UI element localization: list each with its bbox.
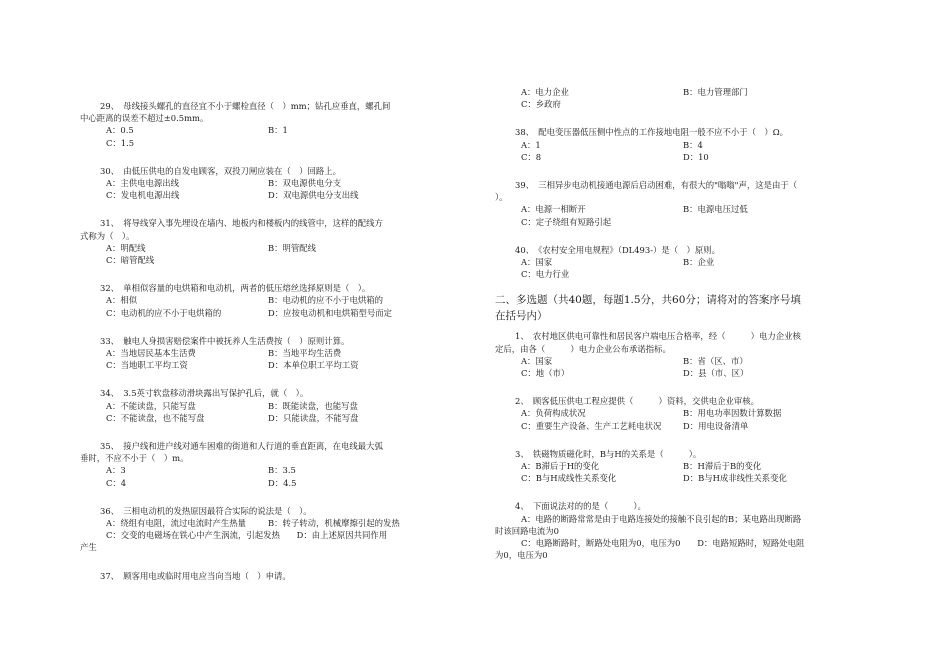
question-stem: 37、 顾客用电或临时用电应当向当地（ ）申请。 <box>100 570 291 581</box>
answer-option: C：电路断路时，断路处电阻为0，电压为0 D：电路短路时，短路处电阻 <box>521 538 805 548</box>
question-stem: 4、 下面说法对的的是（ ）。 <box>515 501 646 512</box>
answer-option: C：交变的电磁场在铁心中产生涡流，引起发热 D：由上述原因共同作用 <box>106 530 388 541</box>
answer-option: A：不能读盘，只能写盘 <box>106 400 196 411</box>
question-stem: 3、 铁磁物质磁化时，B与H的关系是（ ）。 <box>515 448 702 459</box>
answer-option: D：应按电动机和电烘箱型号而定 <box>268 307 392 318</box>
question-stem: 34、 3.5英寸软盘移动滑块露出写保护孔后，就（ ）。 <box>100 388 309 399</box>
answer-option: B：3.5 <box>268 465 296 476</box>
question-stem: 1、 农村地区供电可靠性和居民客户端电压合格率，经（ ）电力企业核 <box>515 331 801 342</box>
answer-option: D：本单位职工平均工资 <box>268 360 359 371</box>
answer-option: C：暗管配线 <box>106 255 155 265</box>
section-heading: 二、多选题（共40题，每题1.5分，共60分；请将对的答案序号填 <box>495 294 801 307</box>
answer-option: A：电力企业 <box>521 87 569 97</box>
answer-option: A：明配线 <box>106 242 146 253</box>
answer-option: A：主供电电源出线 <box>106 178 180 188</box>
answer-option: A：国家 <box>521 355 553 366</box>
answer-option: C：8 <box>521 151 542 162</box>
answer-option: B：既能读盘，也能写盘 <box>268 400 358 411</box>
answer-option: C：乡政府 <box>521 99 561 110</box>
answer-option: C：不能读盘，也不能写盘 <box>106 412 205 423</box>
answer-option: B：用电功率因数计算数据 <box>683 408 782 419</box>
answer-option: C：1.5 <box>106 137 135 148</box>
question-stem-cont: 中心距离的误差不超过±0.5mm。 <box>80 113 209 124</box>
answer-option: B：转子转动，机械摩擦引起的发热 <box>268 518 400 528</box>
answer-option: D：用电设备清单 <box>683 420 749 431</box>
question-stem: 36、 三相电动机的发热原因最符合实际的说法是（ ）。 <box>100 505 312 516</box>
question-stem: 33、 触电人身损害赔偿案件中被抚养人生活费按（ ）原则计算。 <box>100 335 350 346</box>
question-stem-cont: 垂时，不应不小于（ ）m。 <box>80 453 189 464</box>
answer-option: B：双电源供电分支 <box>268 178 342 188</box>
answer-option: B：1 <box>268 125 288 136</box>
answer-option: B：企业 <box>683 257 715 267</box>
option-text-cont: 时该回路电流为0 <box>495 525 559 536</box>
answer-option: A：B滞后于H的变化 <box>521 461 600 471</box>
question-stem: 40、 《农村安全用电规程》（DL493-）是（ ）原则。 <box>515 244 721 255</box>
answer-option: D：只能读盘，不能写盘 <box>268 412 359 423</box>
answer-option: C：电动机的应不小于电烘箱的 <box>106 307 222 318</box>
answer-option: B：电力管理部门 <box>683 87 748 97</box>
answer-option: A：1 <box>521 139 541 150</box>
answer-option: C：当地职工平均工资 <box>106 360 188 371</box>
section-heading-cont: 在括号内） <box>495 310 548 323</box>
answer-option: B：明管配线 <box>268 242 317 253</box>
answer-option: B：H滞后于B的变化 <box>683 461 762 471</box>
answer-option: A：电源一相断开 <box>521 204 586 215</box>
answer-option: A：当地居民基本生活费 <box>106 348 196 358</box>
answer-option: D：4.5 <box>268 477 297 488</box>
answer-option: B：4 <box>683 139 703 150</box>
answer-option: C：4 <box>106 477 127 488</box>
answer-option: C：定子绕组有短路引起 <box>521 216 612 227</box>
answer-option: D：双电源供电分支出线 <box>268 190 359 201</box>
answer-option: D：B与H成非线性关系变化 <box>683 473 787 484</box>
question-stem: 2、 顾客低压供电工程应提供（ ）资料，交供电企业审核。 <box>515 396 760 407</box>
answer-option: B：当地平均生活费 <box>268 348 342 358</box>
answer-option: A：相似 <box>106 295 138 306</box>
answer-option: C：电力行业 <box>521 269 570 280</box>
answer-option: A：电路的断路常常是由于电路连接处的接触不良引起的B；某电路出现断路 <box>521 513 802 524</box>
answer-option: A：国家 <box>521 257 553 267</box>
answer-option: D：县（市、区） <box>683 368 749 378</box>
answer-option: C：地（市） <box>521 368 570 378</box>
question-stem: 32、 单相似容量的电烘箱和电动机，两者的低压熔丝选择原则是（ ）。 <box>100 283 371 294</box>
answer-option: A：3 <box>106 465 126 476</box>
question-stem-cont: 式称为（ ）。 <box>80 230 135 241</box>
question-stem: 29、 母线接头螺孔的直径宜不小于螺栓直径（ ）mm；钻孔应垂直，螺孔间 <box>100 101 391 111</box>
answer-option: D：10 <box>683 151 709 162</box>
answer-option: A：负荷构成状况 <box>521 408 586 419</box>
answer-option: B：电动机的应不小于电烘箱的 <box>268 295 384 306</box>
answer-option: A：0.5 <box>106 125 134 136</box>
option-text-cont: 产生 <box>80 542 97 553</box>
answer-option: B：省（区、市） <box>683 355 748 366</box>
answer-option: A：绕组有电阻，流过电流时产生热量 <box>106 518 247 528</box>
answer-option: C：B与H成线性关系变化 <box>521 473 617 484</box>
question-stem-cont: 定后，由各（ ）电力企业公布承诺指标。 <box>495 343 671 354</box>
question-stem: 35、 接户线和进户线对通车困难的街道和人行道的垂直距离，在电线最大弧 <box>100 441 383 451</box>
question-stem-cont: ）。 <box>495 192 508 203</box>
question-stem: 30、 由低压供电的自发电顾客，双投刀闸应装在（ ）回路上。 <box>100 165 341 176</box>
question-stem: 39、 三相异步电动机接通电源后启动困难，有很大的"嗡嗡"声，这是由于（ <box>515 180 798 190</box>
answer-option: C：重要生产设备、生产工艺耗电状况 <box>521 420 662 431</box>
question-stem: 38、 配电变压器低压侧中性点的工作接地电阻一般不应不小于（ ）Ω。 <box>515 127 789 138</box>
answer-option: B：电源电压过低 <box>683 204 748 215</box>
option-text-cont: 为0，电压为0 <box>495 550 548 561</box>
question-stem: 31、 将导线穿入事先埋设在墙内、地板内和楼板内的线管中，这样的配线方 <box>100 218 383 229</box>
answer-option: C：发电机电源出线 <box>106 190 180 201</box>
